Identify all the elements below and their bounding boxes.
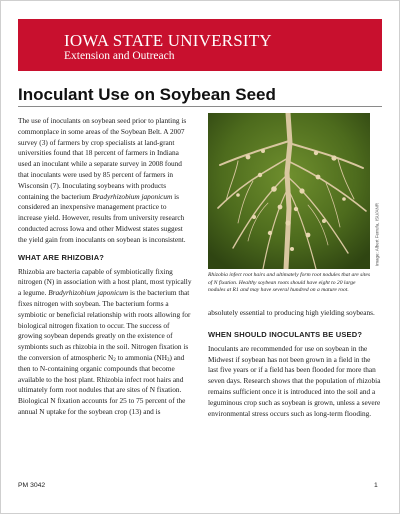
intro-species: Bradyrhizobium japonicum	[92, 191, 173, 201]
rhizobia-species: Bradyrhizobium japonicum	[48, 288, 129, 298]
nh3-subscript: 3	[167, 358, 170, 364]
section-heading-when-to-use: WHEN SHOULD INOCULANTS BE USED?	[208, 329, 363, 339]
right-column	[208, 308, 382, 425]
when-to-use-paragraph: Inoculants are recommended for use on soybean in the Midwest if soybean has not been grown in a field in the last five years or if a field has been flooded for more than seven days. Research shows that the population of rhizobia remains sufficient once it is introduced into the soil and a leguminous crop such as soybean is grown, unless a severe environmental stress occurs such as long-term flooding.	[208, 343, 381, 418]
intro-paragraph	[18, 116, 192, 246]
extension-unit-name: Extension and Outreach	[64, 50, 175, 62]
rhizobia-paragraph	[18, 267, 192, 418]
rhizobia-continued: absolutely essential to producing high yielding soybeans.	[208, 308, 375, 317]
root-nodule-illustration	[208, 113, 370, 269]
rhizobia-text-start: Rhizobia are bacteria capable of symbiotically fixing nitrogen (N) in association with a host plant, most typically a legume.	[18, 266, 192, 298]
rhizobia-text-mid: to ammonia (NH	[115, 353, 168, 363]
section-heading-rhizobia: WHAT ARE RHIZOBIA?	[18, 252, 105, 262]
figure-caption: Rhizobia infect root hairs and ultimately form root nodules that are sites of N fixation. Healthy soybean roots should have eight to 20 large nodules at R1 and may have several hundred on a mature root.	[208, 272, 371, 294]
intro-text-end: is considered an inexpensive management practice to increase yield. However, results from university research conducted across Iowa and other Midwest states suggest the yield gain from inoculants on soybean is inconsistent.	[18, 191, 186, 244]
rhizobia-text-tail: ) and then to N-containing organic compounds that become available to the host plant. Rhizobia infect root hairs and ultimately form root nodules that are sites of N fixation. Biological N fixation accounts for 25 to 75 percent of the annual N uptake for the soybean crop (13) and is	[18, 353, 186, 417]
intro-text: The use of inoculants on soybean seed prior to planting is commonplace in some areas of the Soybean Belt. A 2007 survey (3) of farmers by crop specialists at land-grant universities found that 18 percent of farmers in Indiana used an inoculant while a separate survey in 2008 found that inoculants were used by 85 percent of farmers in Wisconsin (7). Inoculating soybeans with products containing the bacterium	[18, 116, 187, 201]
title-rule	[18, 106, 382, 107]
rhizobia-text-end: is the bacterium that fixes nitrogen with soybean. The bacterium forms a symbiotic or beneficial relationship with roots allowing for biological nitrogen fixation to occur. The success of growing soybean depends greatly on the existence of symbionts such as rhizobia in the soil. Nitrogen fixation is the conversion of atmospheric N	[18, 288, 191, 363]
soybean-root-photo	[208, 113, 370, 269]
page-number: 1	[374, 482, 378, 489]
photo-credit: Image: Albert Ferrufa, ISU/ANR	[374, 202, 380, 266]
left-column	[18, 116, 192, 424]
publication-number: PM 3042	[18, 482, 46, 489]
n2-subscript: 2	[113, 358, 116, 364]
university-name[interactable]: IOWA STATE UNIVERSITY	[64, 31, 272, 50]
page-title: Inoculant Use on Soybean Seed	[18, 85, 276, 104]
